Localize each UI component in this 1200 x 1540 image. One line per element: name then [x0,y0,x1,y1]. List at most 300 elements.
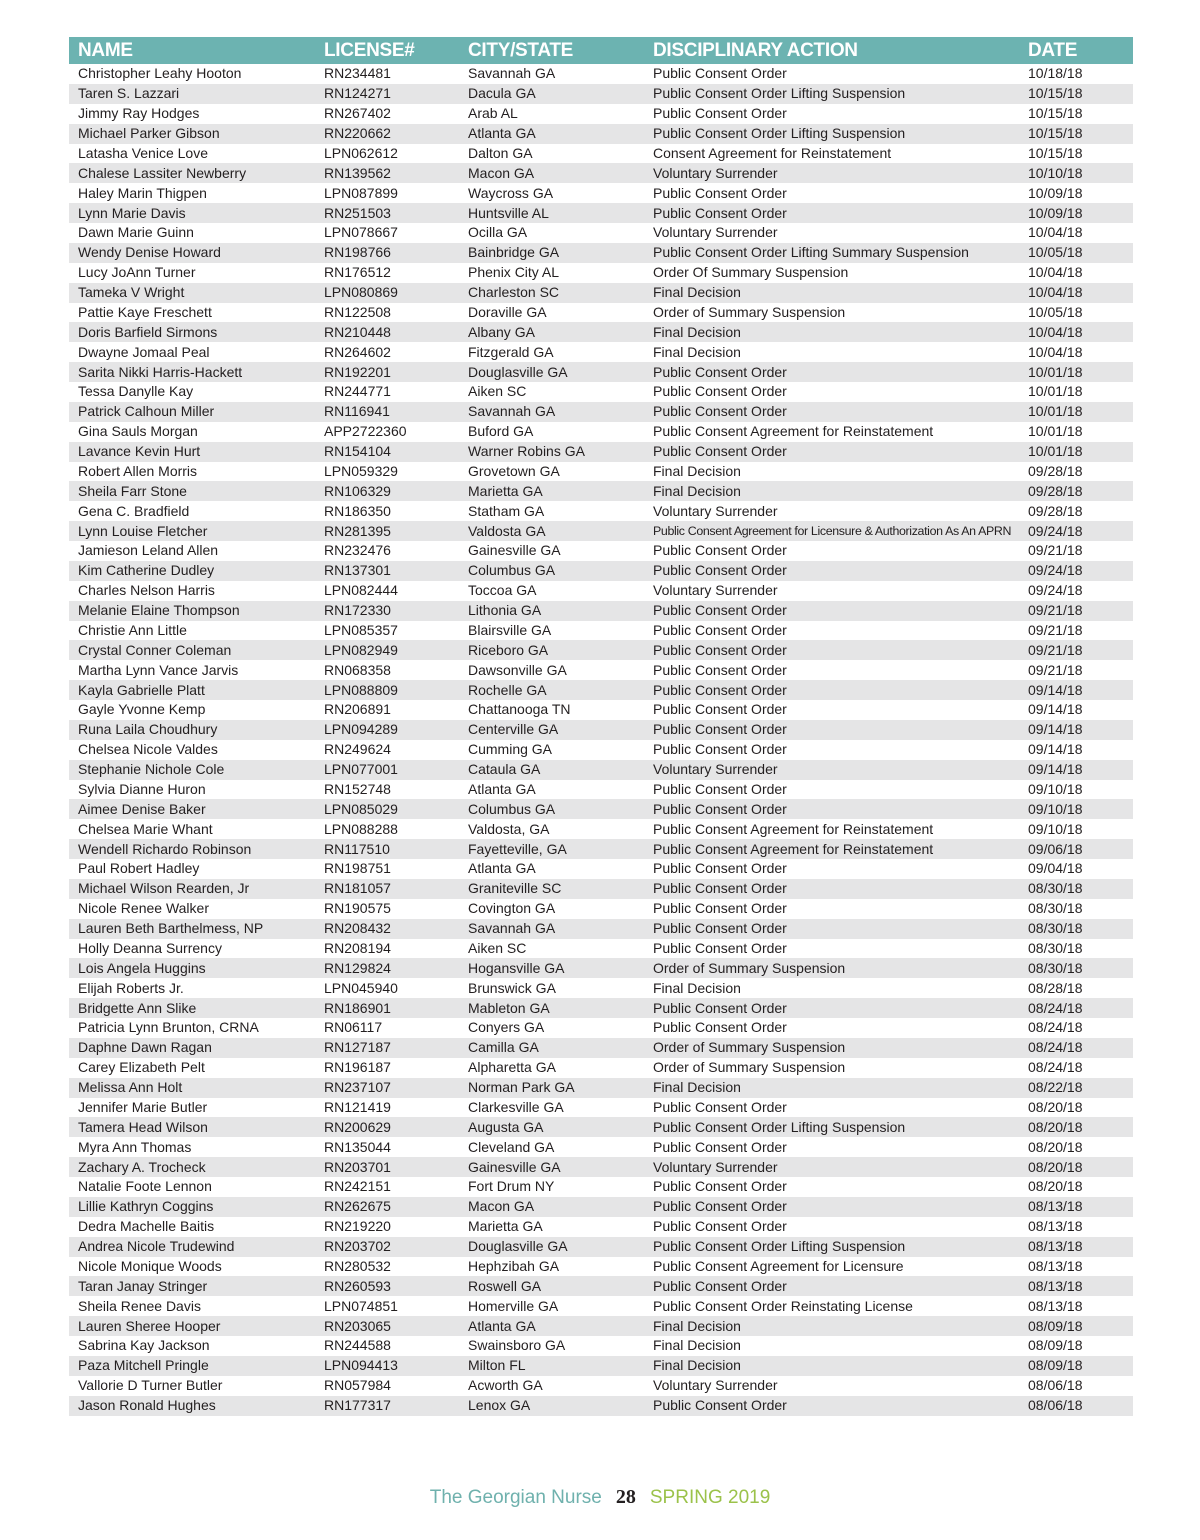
cell-date: 10/18/18 [1028,65,1083,82]
table-row [69,422,1133,442]
table-row [69,203,1133,223]
cell-license: RN172330 [315,601,459,621]
cell-name: Sylvia Dianne Huron [78,780,206,797]
cell-date: 09/14/18 [1019,720,1133,740]
cell-date: 10/15/18 [1019,124,1133,144]
cell-city-state: Toccoa GA [468,582,537,599]
table-row [69,104,1133,124]
cell-disciplinary-action: Final Decision [653,343,741,360]
cell-license: LPN088809 [315,680,459,700]
cell-name: Lucy JoAnn Turner [78,264,196,281]
cell-date: 10/01/18 [1019,442,1133,462]
cell-name: Charles Nelson Harris [78,582,215,599]
cell-date: 09/28/18 [1028,462,1083,479]
cell-date: 08/06/18 [1019,1396,1133,1416]
cell-city-state: Bainbridge GA [459,243,644,263]
cell-city-state: Ocilla GA [468,224,528,241]
cell-disciplinary-action: Voluntary Surrender [653,582,778,599]
cell-disciplinary-action: Final Decision [653,1337,741,1354]
cell-license: RN203065 [315,1316,459,1336]
cell-disciplinary-action: Final Decision [644,1078,1019,1098]
cell-name: Jimmy Ray Hodges [78,105,200,122]
table-row [69,1078,1133,1098]
cell-date: 10/09/18 [1028,184,1083,201]
cell-name: Lillie Kathryn Coggins [69,1197,315,1217]
cell-disciplinary-action: Public Consent Order Lifting Suspension [644,84,1019,104]
cell-name: Dwayne Jomaal Peal [78,343,210,360]
cell-name: Zachary A. Trocheck [69,1157,315,1177]
cell-city-state: Phenix City AL [468,264,560,281]
table-row [69,958,1133,978]
cell-date: 09/24/18 [1019,521,1133,541]
cell-license: RN244771 [324,383,391,400]
cell-date: 08/20/18 [1019,1157,1133,1177]
cell-city-state: Aiken SC [468,939,527,956]
cell-disciplinary-action: Final Decision [653,462,741,479]
cell-disciplinary-action: Final Decision [644,1356,1019,1376]
cell-license: RN122508 [324,303,391,320]
cell-date: 10/01/18 [1019,362,1133,382]
table-row [69,700,1133,720]
cell-license: RN206891 [324,701,391,718]
cell-license: RN264602 [324,343,391,360]
table-row [69,740,1133,760]
cell-date: 08/06/18 [1028,1377,1083,1394]
cell-city-state: Mableton GA [459,998,644,1018]
table-row [69,1237,1133,1257]
table-row [69,481,1133,501]
cell-disciplinary-action: Order of Summary Suspension [653,303,846,320]
cell-date: 09/10/18 [1028,820,1083,837]
page-number: 28 [615,1486,636,1508]
table-row [69,899,1133,919]
cell-city-state: Huntsville AL [459,203,644,223]
cell-name: Taran Janay Stringer [69,1276,315,1296]
table-row [69,501,1133,521]
cell-name: Paul Robert Hadley [78,860,200,877]
cell-disciplinary-action: Public Consent Order [644,1197,1019,1217]
cell-license: LPN082949 [315,640,459,660]
cell-date: 08/30/18 [1028,939,1083,956]
table-row [69,760,1133,780]
table-row [69,1137,1133,1157]
cell-license: LPN077001 [315,760,459,780]
table-row [69,660,1133,680]
cell-city-state: Fitzgerald GA [468,343,554,360]
cell-date: 08/30/18 [1019,958,1133,978]
table-row [69,581,1133,601]
cell-date: 08/24/18 [1028,1019,1083,1036]
cell-disciplinary-action: Public Consent Order [644,720,1019,740]
table-row [69,1157,1133,1177]
cell-date: 09/28/18 [1028,502,1083,519]
cell-city-state: Acworth GA [468,1377,543,1394]
cell-city-state: Valdosta GA [459,521,644,541]
cell-city-state: Albany GA [459,322,644,342]
cell-disciplinary-action: Final Decision [644,481,1019,501]
table-row [69,1058,1133,1078]
cell-city-state: Chattanooga TN [468,701,571,718]
cell-license: RN198751 [324,860,391,877]
cell-city-state: Augusta GA [459,1117,644,1137]
cell-city-state: Riceboro GA [459,640,644,660]
cell-name: Jason Ronald Hughes [69,1396,315,1416]
table-row [69,124,1133,144]
cell-date: 08/13/18 [1019,1237,1133,1257]
cell-disciplinary-action: Voluntary Surrender [644,760,1019,780]
cell-name: Elijah Roberts Jr. [78,979,184,996]
cell-license: RN190575 [324,900,391,917]
cell-name: Michael Parker Gibson [69,124,315,144]
cell-disciplinary-action: Public Consent Order Lifting Summary Suspension [644,243,1019,263]
cell-name: Lynn Louise Fletcher [69,521,315,541]
cell-license: LPN085357 [324,621,398,638]
cell-city-state: Marietta GA [468,1218,543,1235]
table-row [69,1117,1133,1137]
cell-name: Andrea Nicole Trudewind [69,1237,315,1257]
cell-disciplinary-action: Public Consent Order [644,919,1019,939]
table-row [69,442,1133,462]
table-row [69,1257,1133,1277]
cell-date: 10/15/18 [1019,84,1133,104]
cell-name: Kayla Gabrielle Platt [69,680,315,700]
cell-disciplinary-action: Public Consent Order [653,900,787,917]
table-row [69,1396,1133,1416]
cell-name: Nicole Monique Woods [78,1257,222,1274]
cell-date: 08/30/18 [1019,879,1133,899]
cell-license: RN129824 [315,958,459,978]
cell-date: 09/14/18 [1019,680,1133,700]
cell-date: 08/13/18 [1019,1276,1133,1296]
cell-city-state: Columbus GA [459,561,644,581]
cell-disciplinary-action: Public Consent Order [644,879,1019,899]
table-row [69,1356,1133,1376]
cell-city-state: Blairsville GA [468,621,552,638]
cell-date: 08/13/18 [1028,1257,1083,1274]
cell-name: Tessa Danylle Kay [78,383,194,400]
cell-disciplinary-action: Order of Summary Suspension [653,1059,846,1076]
cell-disciplinary-action: Public Consent Order [653,383,787,400]
cell-name: Sarita Nikki Harris-Hackett [69,362,315,382]
cell-date: 10/15/18 [1028,144,1083,161]
header-date: DATE [1019,37,1133,64]
cell-disciplinary-action: Public Consent Agreement for Reinstatement [653,820,934,837]
table-row [69,680,1133,700]
cell-license: RN262675 [315,1197,459,1217]
cell-disciplinary-action: Order of Summary Suspension [644,958,1019,978]
table-row [69,640,1133,660]
cell-date: 08/09/18 [1019,1356,1133,1376]
cell-name: Daphne Dawn Ragan [69,1038,315,1058]
table-row [69,84,1133,104]
cell-disciplinary-action: Public Consent Agreement for Licensure [653,1257,904,1274]
cell-date: 09/24/18 [1028,582,1083,599]
cell-city-state: Savannah GA [459,919,644,939]
cell-license: LPN082444 [324,582,398,599]
cell-license: RN232476 [324,542,391,559]
cell-disciplinary-action: Public Consent Agreement for Reinstatement [653,423,934,440]
cell-license: RN198766 [315,243,459,263]
cell-date: 09/21/18 [1028,661,1083,678]
cell-date: 09/28/18 [1019,481,1133,501]
cell-city-state: Lithonia GA [459,601,644,621]
cell-license: RN06117 [324,1019,383,1036]
cell-date: 10/05/18 [1019,243,1133,263]
cell-name: Gayle Yvonne Kemp [78,701,206,718]
cell-disciplinary-action: Public Consent Order [644,799,1019,819]
cell-name: Jamieson Leland Allen [78,542,219,559]
cell-name: Jennifer Marie Butler [78,1098,208,1115]
table-row [69,1217,1133,1237]
table-row [69,303,1133,323]
table-row [69,780,1133,800]
cell-city-state: Centerville GA [459,720,644,740]
table-row [69,362,1133,382]
cell-name: Lauren Sheree Hooper [69,1316,315,1336]
cell-license: RN121419 [324,1098,391,1115]
table-row [69,819,1133,839]
cell-name: Wendell Richardo Robinson [69,839,315,859]
cell-license: RN116941 [315,402,459,422]
cell-name: Lynn Marie Davis [69,203,315,223]
cell-city-state: Fort Drum NY [468,1178,555,1195]
table-row [69,720,1133,740]
cell-city-state: Dalton GA [468,144,533,161]
cell-city-state: Rochelle GA [459,680,644,700]
cell-disciplinary-action: Voluntary Surrender [644,163,1019,183]
cell-date: 08/20/18 [1019,1117,1133,1137]
cell-city-state: Marietta GA [459,481,644,501]
cell-disciplinary-action: Public Consent Order [644,1276,1019,1296]
cell-date: 08/24/18 [1019,1038,1133,1058]
cell-date: 08/13/18 [1019,1197,1133,1217]
cell-license: RN196187 [324,1059,391,1076]
cell-disciplinary-action: Public Consent Order [644,998,1019,1018]
cell-license: RN267402 [324,105,391,122]
cell-name: Chelsea Marie Whant [78,820,213,837]
cell-license: RN181057 [315,879,459,899]
cell-disciplinary-action: Public Consent Order [653,1178,787,1195]
cell-license: RN068358 [324,661,391,678]
cell-city-state: Waycross GA [468,184,554,201]
cell-disciplinary-action: Final Decision [653,979,741,996]
cell-city-state: Hephzibah GA [468,1257,560,1274]
cell-license: LPN045940 [324,979,398,996]
cell-license: RN203701 [315,1157,459,1177]
cell-license: LPN094413 [315,1356,459,1376]
header-disciplinary-action: DISCIPLINARY ACTION [644,37,1019,64]
cell-disciplinary-action: Consent Agreement for Reinstatement [653,144,892,161]
cell-license: RN186350 [324,502,391,519]
table-row [69,859,1133,879]
cell-city-state: Camilla GA [459,1038,644,1058]
cell-city-state: Charleston SC [459,283,644,303]
cell-name: Bridgette Ann Slike [69,998,315,1018]
cell-disciplinary-action: Public Consent Order [644,1396,1019,1416]
cell-name: Sabrina Kay Jackson [78,1337,210,1354]
cell-name: Patrick Calhoun Miller [69,402,315,422]
table-row [69,561,1133,581]
cell-disciplinary-action: Public Consent Order [653,542,787,559]
table-row [69,1336,1133,1356]
cell-disciplinary-action: Public Consent Order Lifting Suspension [644,1237,1019,1257]
cell-license: RN135044 [324,1138,391,1155]
cell-city-state: Clarkesville GA [468,1098,564,1115]
cell-date: 09/21/18 [1028,542,1083,559]
cell-disciplinary-action: Voluntary Surrender [653,502,778,519]
cell-date: 08/13/18 [1028,1218,1083,1235]
cell-name: Sheila Renee Davis [78,1297,201,1314]
cell-date: 10/04/18 [1028,343,1083,360]
cell-city-state: Brunswick GA [468,979,556,996]
cell-license: LPN087899 [324,184,398,201]
cell-date: 10/01/18 [1028,383,1083,400]
cell-name: Doris Barfield Sirmons [69,322,315,342]
cell-disciplinary-action: Public Consent Order Reinstating License [653,1297,913,1314]
cell-city-state: Cataula GA [459,760,644,780]
cell-date: 09/06/18 [1019,839,1133,859]
table-row [69,1197,1133,1217]
cell-city-state: Atlanta GA [468,860,536,877]
table-row [69,64,1133,84]
cell-disciplinary-action: Public Consent Order [644,561,1019,581]
cell-disciplinary-action: Public Consent Order [653,1138,787,1155]
cell-city-state: Aiken SC [468,383,527,400]
cell-disciplinary-action: Final Decision [644,1316,1019,1336]
cell-name: Michael Wilson Rearden, Jr [69,879,315,899]
cell-license: RN106329 [315,481,459,501]
cell-license: LPN085029 [315,799,459,819]
cell-disciplinary-action: Public Consent Order [653,621,787,638]
cell-disciplinary-action: Voluntary Surrender [644,1157,1019,1177]
cell-license: RN210448 [315,322,459,342]
cell-disciplinary-action: Voluntary Surrender [653,1377,778,1394]
cell-license: RN203702 [315,1237,459,1257]
table-row [69,342,1133,362]
cell-name: Christie Ann Little [78,621,187,638]
table-row [69,163,1133,183]
cell-name: Pattie Kaye Freschett [78,303,212,320]
cell-date: 08/20/18 [1028,1178,1083,1195]
cell-license: RN260593 [315,1276,459,1296]
cell-license: LPN080869 [315,283,459,303]
cell-city-state: Cleveland GA [468,1138,555,1155]
cell-license: RN251503 [315,203,459,223]
cell-license: RN281395 [315,521,459,541]
cell-disciplinary-action: Public Consent Order [653,939,787,956]
cell-date: 08/20/18 [1028,1098,1083,1115]
cell-license: RN242151 [324,1178,391,1195]
table-row [69,879,1133,899]
cell-date: 10/04/18 [1019,322,1133,342]
cell-name: Carey Elizabeth Pelt [78,1059,205,1076]
cell-city-state: Columbus GA [459,799,644,819]
cell-date: 09/14/18 [1028,741,1083,758]
cell-disciplinary-action: Public Consent Order [644,203,1019,223]
cell-date: 09/24/18 [1019,561,1133,581]
cell-disciplinary-action: Public Consent Order [644,402,1019,422]
cell-disciplinary-action: Public Consent Order [653,1019,787,1036]
cell-license: RN139562 [315,163,459,183]
cell-city-state: Alpharetta GA [468,1059,556,1076]
cell-city-state: Atlanta GA [468,780,536,797]
cell-name: Stephanie Nichole Cole [69,760,315,780]
cell-city-state: Macon GA [459,163,644,183]
cell-date: 10/05/18 [1028,303,1083,320]
cell-date: 09/10/18 [1028,780,1083,797]
cell-name: Wendy Denise Howard [69,243,315,263]
cell-date: 08/30/18 [1028,900,1083,917]
cell-name: Natalie Foote Lennon [78,1178,212,1195]
cell-license: LPN062612 [324,144,398,161]
table-row [69,1376,1133,1396]
cell-city-state: Gainesville GA [459,1157,644,1177]
cell-name: Patricia Lynn Brunton, CRNA [78,1019,259,1036]
cell-disciplinary-action: Public Consent Order [653,1098,787,1115]
cell-city-state: Gainesville GA [468,542,561,559]
cell-name: Chalese Lassiter Newberry [69,163,315,183]
cell-name: Martha Lynn Vance Jarvis [78,661,239,678]
cell-date: 10/04/18 [1028,264,1083,281]
cell-city-state: Grovetown GA [468,462,560,479]
cell-name: Taren S. Lazzari [69,84,315,104]
cell-license: RN244588 [324,1337,391,1354]
table-row [69,243,1133,263]
cell-date: 10/04/18 [1019,283,1133,303]
cell-license: APP2722360 [324,423,407,440]
cell-city-state: Dawsonville GA [468,661,567,678]
cell-disciplinary-action: Public Consent Order [653,1218,787,1235]
table-row [69,1098,1133,1118]
cell-date: 09/21/18 [1019,640,1133,660]
table-row [69,541,1133,561]
cell-license: LPN078667 [324,224,398,241]
cell-disciplinary-action: Public Consent Order [653,860,787,877]
cell-city-state: Roswell GA [459,1276,644,1296]
cell-name: Tamera Head Wilson [69,1117,315,1137]
cell-name: Runa Laila Choudhury [69,720,315,740]
cell-license: RN152748 [324,780,391,797]
table-row [69,263,1133,283]
cell-city-state: Norman Park GA [459,1078,644,1098]
cell-name: Gina Sauls Morgan [78,423,198,440]
cell-city-state: Buford GA [468,423,534,440]
table-row [69,382,1133,402]
cell-city-state: Fayetteville, GA [459,839,644,859]
cell-license: RN234481 [324,65,391,82]
cell-license: LPN059329 [324,462,398,479]
cell-date: 10/15/18 [1028,105,1083,122]
cell-license: RN057984 [324,1377,391,1394]
cell-city-state: Swainsboro GA [468,1337,566,1354]
cell-city-state: Macon GA [459,1197,644,1217]
cell-city-state: Conyers GA [468,1019,545,1036]
cell-date: 10/09/18 [1019,203,1133,223]
cell-license: RN208432 [315,919,459,939]
table-header-row [69,37,1133,64]
disciplinary-actions-table [69,37,1133,1416]
cell-disciplinary-action: Voluntary Surrender [653,224,778,241]
cell-date: 10/01/18 [1028,423,1083,440]
cell-name: Melanie Elaine Thompson [69,601,315,621]
cell-name: Melissa Ann Holt [69,1078,315,1098]
cell-city-state: Lenox GA [459,1396,644,1416]
table-row [69,839,1133,859]
cell-date: 09/14/18 [1028,701,1083,718]
cell-date: 08/24/18 [1028,1059,1083,1076]
cell-license: RN177317 [315,1396,459,1416]
cell-disciplinary-action: Public Consent Order [653,780,787,797]
